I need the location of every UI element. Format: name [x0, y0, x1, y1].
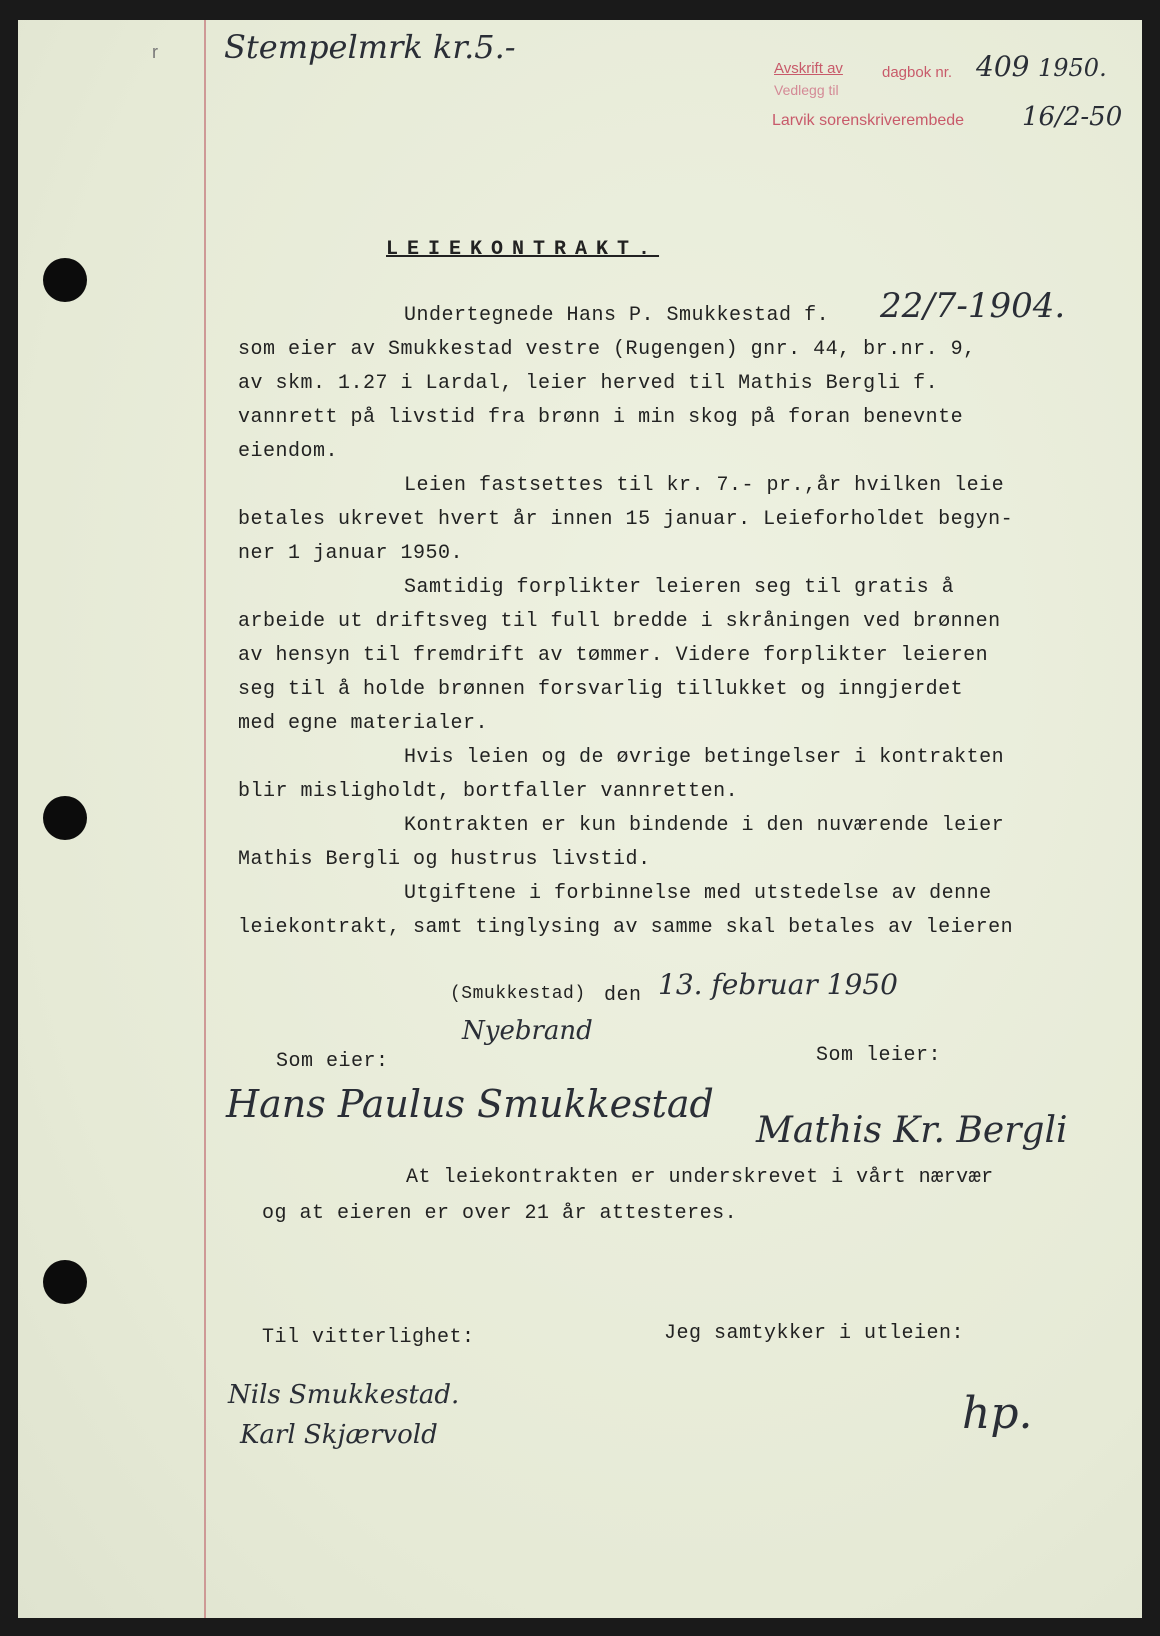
tenant-label: Som leier: — [816, 1044, 942, 1067]
stamp-line1-a: Avskrift av — [774, 60, 843, 77]
attestation-line: og at eieren er over 21 år attesteres. — [262, 1202, 738, 1225]
body-line: Utgiftene i forbinnelse med utstedelse av denne — [404, 882, 992, 905]
place-correction-handwritten: Nyebrand — [462, 1016, 593, 1046]
stamp-line1-b: dagbok nr. — [882, 64, 953, 81]
stamp-duty-note: Stempelmrk kr.5.- — [224, 28, 516, 66]
punch-hole-middle — [43, 796, 87, 840]
punch-hole-bottom — [43, 1260, 87, 1304]
body-line: leiekontrakt, samt tinglysing av samme skal betales av leieren — [238, 916, 1014, 939]
body-line: Kontrakten er kun bindende i den nuværende leier — [404, 814, 1005, 837]
stamp-date: 16/2-50 — [1022, 102, 1123, 132]
stamp-journal-number: 409 — [976, 50, 1030, 83]
body-line: Hvis leien og de øvrige betingelser i kontrakten — [404, 746, 1005, 769]
body-line: med egne materialer. — [238, 712, 489, 735]
owner-signature: Hans Paulus Smukkestad — [226, 1082, 714, 1126]
body-line: seg til å holde brønnen forsvarlig tillukket og inngjerdet — [238, 678, 964, 701]
corner-mark: r — [152, 42, 158, 62]
date-handwritten: 13. februar 1950 — [658, 968, 898, 1001]
body-line: av skm. 1.27 i Lardal, leier herved til Mathis Bergli f. — [238, 372, 939, 395]
body-line: Samtidig forplikter leieren seg til gratis å — [404, 576, 955, 599]
witness-signature-1: Nils Smukkestad. — [228, 1380, 460, 1410]
witness-signature-2: Karl Skjærvold — [240, 1420, 438, 1450]
body-line: Mathis Bergli og hustrus livstid. — [238, 848, 651, 871]
body-line: ner 1 januar 1950. — [238, 542, 464, 565]
body-line: som eier av Smukkestad vestre (Rugengen) gnr. 44, br.nr. 9, — [238, 338, 976, 361]
body-line: arbeide ut driftsveg til full bredde i skråningen ved brønnen — [238, 610, 1001, 633]
body-line: eiendom. — [238, 440, 339, 463]
place-typed: (Smukkestad) — [450, 984, 586, 1004]
body-line: Leien fastsettes til kr. 7.- pr.,år hvilken leie — [404, 474, 1005, 497]
stamp-office: Larvik sorenskriverembede — [772, 112, 965, 129]
consent-label: Jeg samtykker i utleien: — [664, 1322, 965, 1345]
owner-label: Som eier: — [276, 1050, 389, 1073]
attestation-line: At leiekontrakten er underskrevet i vårt nærvær — [406, 1166, 994, 1189]
body-line: av hensyn til fremdrift av tømmer. Videre forplikter leieren — [238, 644, 989, 667]
body-line: Undertegnede Hans P. Smukkestad f. — [404, 304, 830, 327]
document-title: LEIEKONTRAKT. — [386, 238, 660, 261]
consent-signature: hp. — [962, 1388, 1033, 1439]
tenant-signature: Mathis Kr. Bergli — [756, 1110, 1068, 1151]
body-line: betales ukrevet hvert år innen 15 januar. Leieforholdet begyn- — [238, 508, 1014, 531]
margin-line — [204, 20, 206, 1618]
punch-hole-top — [43, 258, 87, 302]
stamp-line2: Vedlegg til — [774, 82, 839, 98]
date-prefix: den — [604, 984, 642, 1007]
birth-date-handwritten: 22/7-1904. — [880, 286, 1066, 326]
stamp-year: 1950. — [1038, 54, 1107, 82]
document-page — [18, 20, 1142, 1618]
body-line: vannrett på livstid fra brønn i min skog på foran benevnte — [238, 406, 964, 429]
body-line: blir misligholdt, bortfaller vannretten. — [238, 780, 739, 803]
witness-label: Til vitterlighet: — [262, 1326, 475, 1349]
